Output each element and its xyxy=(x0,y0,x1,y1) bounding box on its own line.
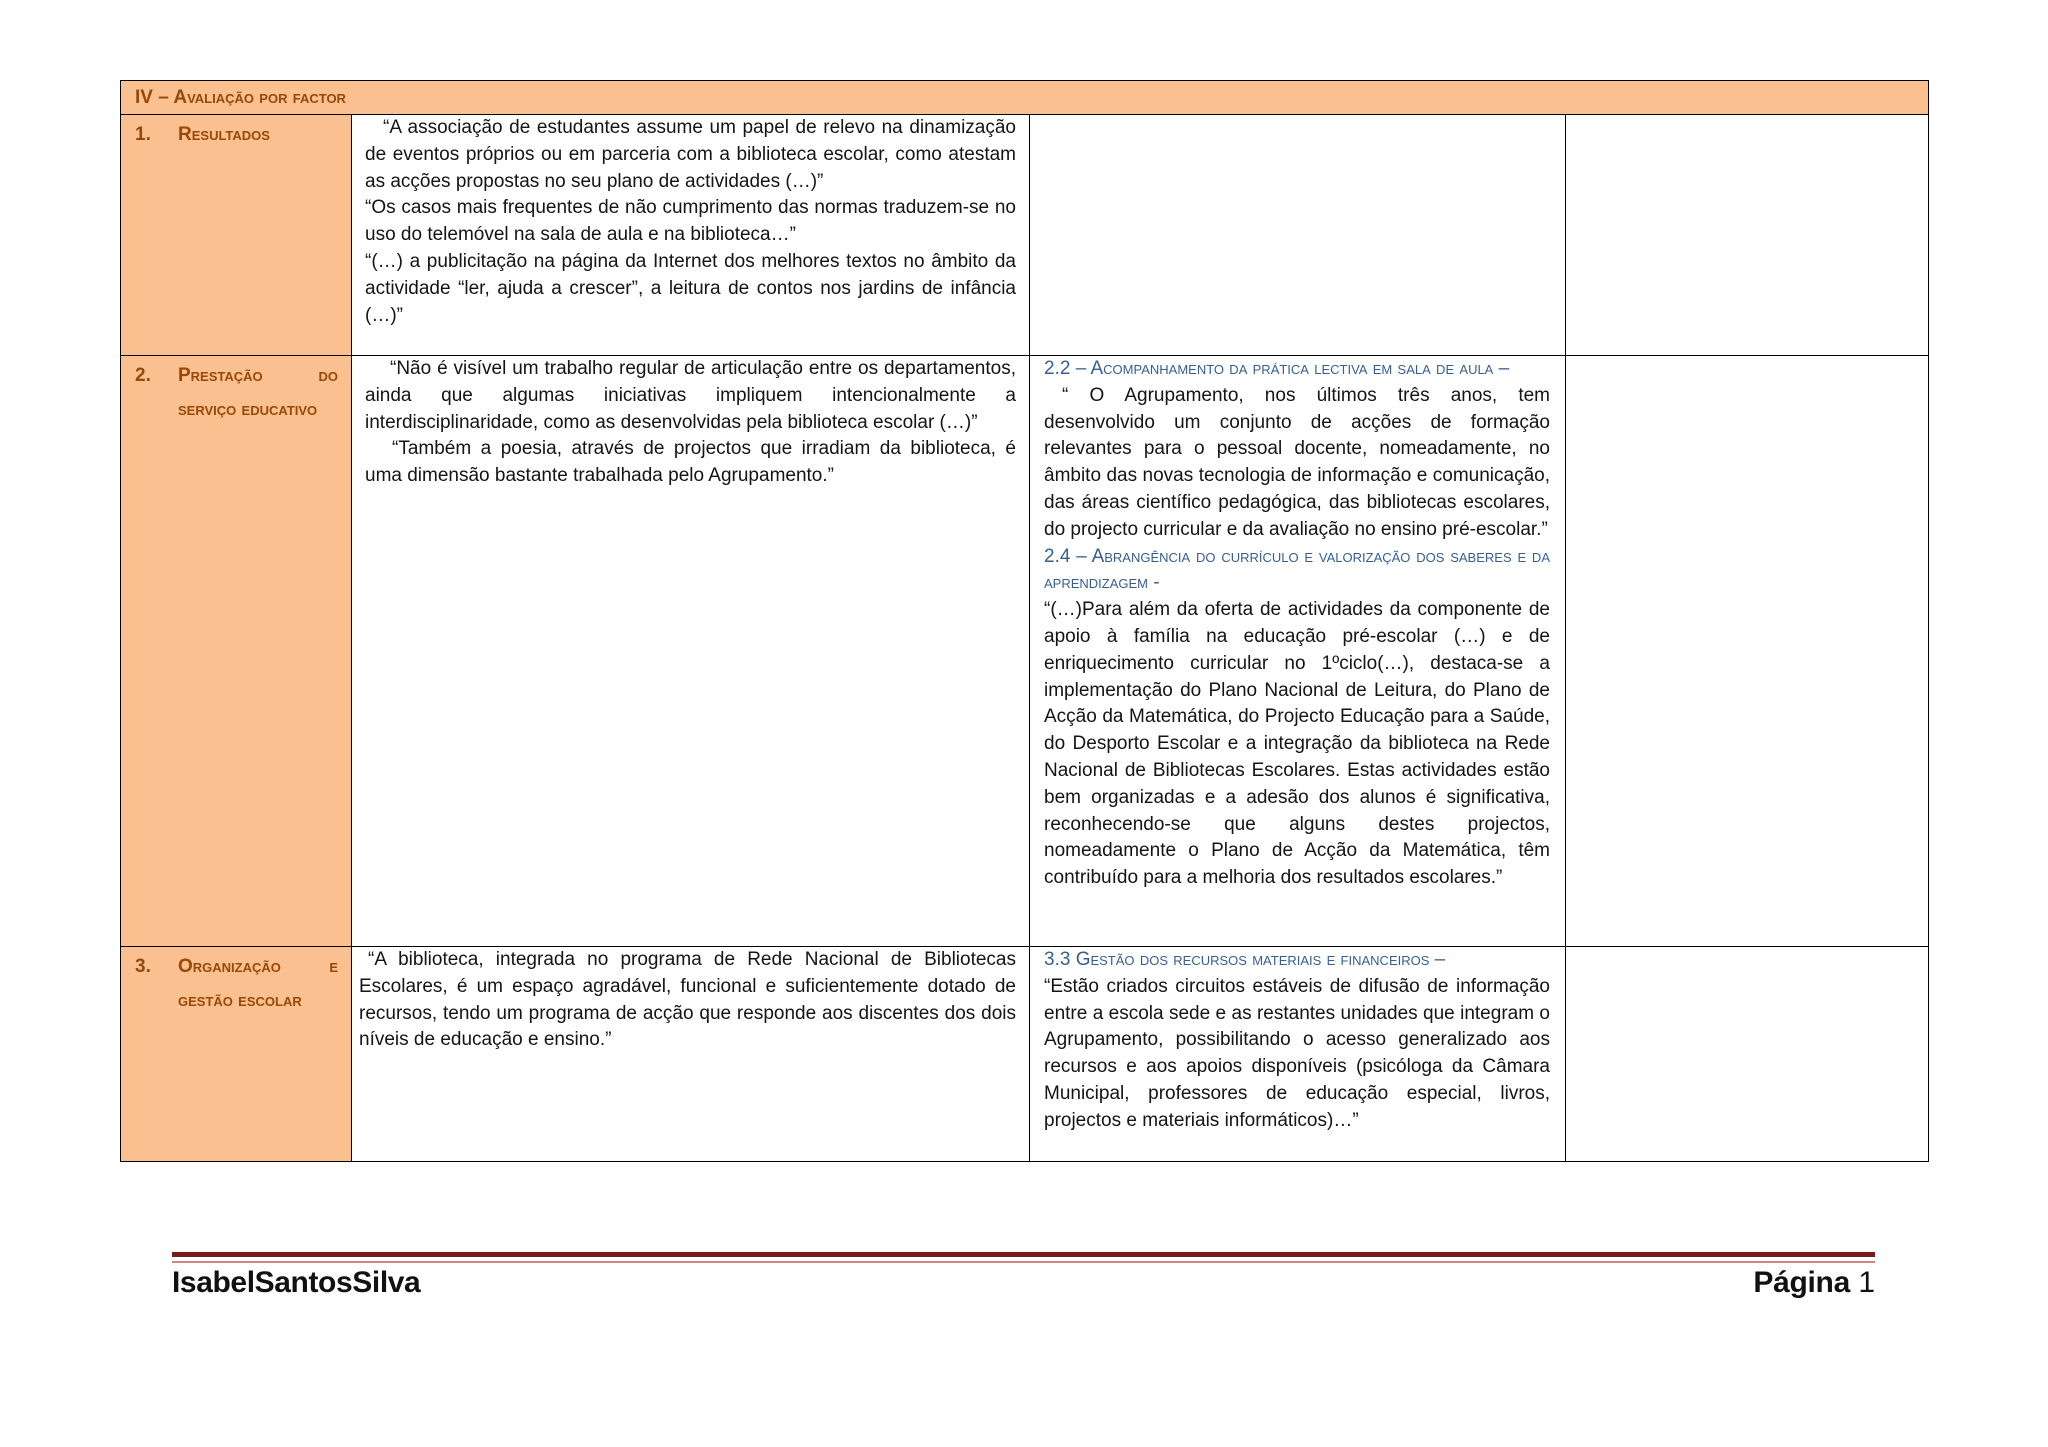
report-quote: “Estão criados circuitos estáveis de difusão de informação entre a escola sede e as restantes unidades que integram o Agrupamento, possibilitando o acesso generalizado aos recursos e aos apoios disponíveis (psicóloga da Câmara Municipal, professores de educação especial, livros, projectos e materiais informáticos)…” xyxy=(1044,975,1550,1131)
factor-cell xyxy=(121,947,352,1162)
evidence-cell xyxy=(352,115,1030,356)
report-section-heading: 2.4 – Abrangência do currículo e valorização dos saberes e da aprendizagem - xyxy=(1044,545,1550,594)
evidence-quote: “A associação de estudantes assume um papel de relevo na dinamização de eventos próprios ou em parceria com a biblioteca escolar, como atestam as acções propostas no seu plano de actividades (…)” xyxy=(365,117,1016,192)
report-section-heading: 3.3 Gestão dos recursos materiais e financeiros – xyxy=(1044,949,1446,970)
report-quote: “(…)Para além da oferta de actividades da componente de apoio à família na educação pré-escolar (…) e de enriquecimento curricular no 1ºciclo(…), destaca-se a implementação do Plano Nacional de Leitura, do Plano de Acção da Matemática, do Projecto Educação para a Saúde, do Desporto Escolar e a integração da biblioteca na Rede Nacional de Bibliotecas Escolares. Estas actividades estão bem organizadas e a adesão dos alunos é significativa, reconhecendo-se que alguns destes projectos, nomeadamente o Plano de Acção da Matemática, têm contribuído para a melhoria dos resultados escolares.” xyxy=(1044,599,1550,889)
table-row xyxy=(121,115,1929,356)
notes-cell xyxy=(1566,356,1929,947)
page-number: 1 xyxy=(1858,1266,1875,1299)
factor-cell xyxy=(121,115,352,356)
factor-label: Prestação do serviço educativo xyxy=(178,365,338,420)
factor-label-group xyxy=(135,118,338,152)
report-cell xyxy=(1030,947,1566,1162)
factor-label-group xyxy=(135,359,338,427)
factor-label-group xyxy=(135,950,338,1018)
notes-cell xyxy=(1566,947,1929,1162)
factor-number: 2. xyxy=(135,365,151,386)
evidence-quote: “Os casos mais frequentes de não cumprimento das normas traduzem-se no uso do telemóvel na sala de aula e na biblioteca…” xyxy=(365,197,1016,246)
report-cell xyxy=(1030,356,1566,947)
footer-author: IsabelSantosSilva xyxy=(172,1266,421,1299)
evidence-quote: “(…) a publicitação na página da Internet dos melhores textos no âmbito da actividade “ler, ajuda a crescer”, a leitura de contos nos jardins de infância (…)” xyxy=(365,250,1016,326)
table-row xyxy=(121,947,1929,1162)
notes-cell xyxy=(1566,115,1929,356)
factor-number: 1. xyxy=(135,124,151,145)
section-header-row xyxy=(121,81,1929,115)
factor-label: Resultados xyxy=(178,124,270,145)
factor-label: Organização e gestão escolar xyxy=(178,956,338,1011)
page-label: Página xyxy=(1753,1266,1850,1299)
evidence-quote: “Também a poesia, através de projectos que irradiam da biblioteca, é uma dimensão bastante trabalhada pelo Agrupamento.” xyxy=(365,438,1016,487)
evidence-quote: “A biblioteca, integrada no programa de Rede Nacional de Bibliotecas Escolares, é um espaço agradável, funcional e suficientemente dotado de recursos, tendo um programa de acção que responde aos discentes dos dois níveis de educação e ensino.” xyxy=(359,949,1016,1051)
factor-number: 3. xyxy=(135,956,151,977)
footer-page-number xyxy=(1753,1268,1875,1298)
evidence-cell xyxy=(352,947,1030,1162)
section-header: IV – Avaliação por factor xyxy=(121,81,1929,115)
footer-rule xyxy=(172,1252,1875,1257)
report-section-heading: 2.2 – Acompanhamento da prática lectiva em sala de aula – xyxy=(1044,358,1510,379)
evaluation-table xyxy=(120,80,1929,1162)
report-quote: “ O Agrupamento, nos últimos três anos, tem desenvolvido um conjunto de acções de formação relevantes para o pessoal docente, nomeadamente, no âmbito das novas tecnologia de informação e comunicação, das áreas científico pedagógica, das bibliotecas escolares, do projecto curricular e da avaliação no ensino pré-escolar.” xyxy=(1044,384,1550,540)
footer-rule-thin xyxy=(172,1261,1875,1263)
evidence-quote: “Não é visível um trabalho regular de articulação entre os departamentos, ainda que algumas iniciativas impliquem intencionalmente a interdisciplinaridade, como as desenvolvidas pela biblioteca escolar (…)” xyxy=(365,358,1016,433)
report-cell xyxy=(1030,115,1566,356)
evidence-cell xyxy=(352,356,1030,947)
factor-cell xyxy=(121,356,352,947)
table-row xyxy=(121,356,1929,947)
